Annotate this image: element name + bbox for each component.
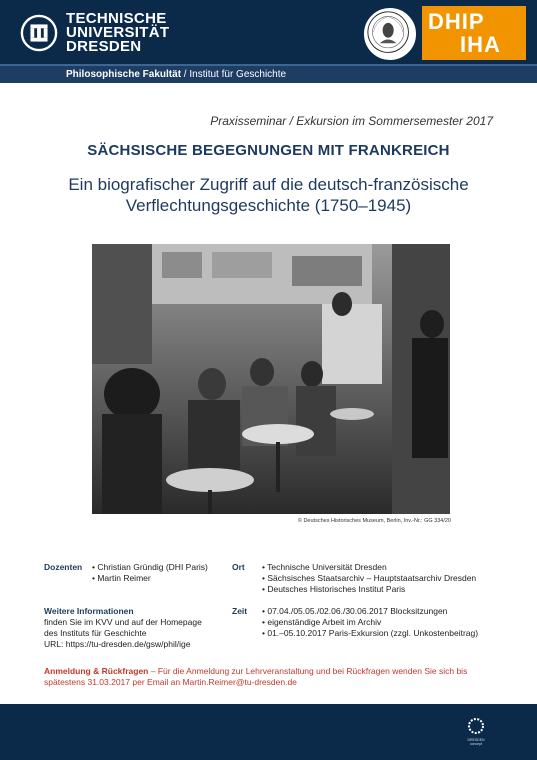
weitere-informationen: [44, 606, 202, 650]
photo-credit: © Deutsches Historisches Museum, Berlin, Inv.-Nr.: GG 334/20: [297, 518, 451, 524]
dhi-paris-logo: [422, 6, 526, 60]
cafe-scene-image: [92, 244, 450, 514]
zeit-label: Zeit: [232, 606, 248, 616]
list-item: • Sächsisches Staatsarchiv – Hauptstaatsarchiv Dresden: [262, 573, 477, 583]
weitere-label: Weitere Informationen: [44, 606, 134, 616]
dhi-logo-line-1: DHIP: [428, 9, 485, 34]
list-item: • eigenständige Arbeit im Archiv: [262, 617, 382, 627]
separator: /: [181, 69, 190, 80]
registration-heading: Anmeldung & Rückfragen: [44, 666, 149, 676]
dozenten-list: [92, 562, 208, 584]
institute-name: Institut für Geschichte: [189, 69, 287, 80]
list-item: • Martin Reimer: [92, 573, 151, 583]
ort-label: Ort: [232, 562, 245, 572]
dhi-logo-line-2: IHA: [460, 32, 501, 57]
faculty-name: Philosophische Fakultät: [66, 69, 182, 80]
registration-text[interactable]: – Für die Anmeldung zur Lehrveranstaltung und bei Rückfragen wenden Sie sich bis spätestens 31.03.2017 per Email an Martin.Reimer@tu-dresden.de: [44, 666, 468, 687]
faculty-bar: [0, 64, 537, 83]
list-item: • 07.04./05.05./02.06./30.06.2017 Blocksitzungen: [262, 606, 448, 616]
registration-notice: [44, 666, 500, 688]
dresden-concept-logo-icon: [466, 716, 486, 736]
weitere-line: des Instituts für Geschichte: [44, 628, 147, 638]
list-item: • Christian Gründig (DHI Paris): [92, 562, 208, 572]
page-subtitle: Ein biografischer Zugriff auf die deutsch-französische Verflechtungsgeschichte (1750–1945): [68, 175, 469, 215]
dozenten-label: Dozenten: [44, 562, 83, 572]
university-name: TECHNISCHE UNIVERSITÄT DRESDEN: [66, 10, 170, 55]
list-item: • Deutsches Historisches Institut Paris: [262, 584, 406, 594]
ort-list: [262, 562, 476, 595]
weitere-line: finden Sie im KVV und auf der Homepage: [44, 617, 202, 627]
seminar-type: Praxisseminar / Exkursion im Sommersemester 2017: [210, 114, 493, 128]
saxon-association-seal-icon: [364, 8, 416, 60]
list-item: • Technische Universität Dresden: [262, 562, 387, 572]
header-bar: [0, 0, 537, 64]
list-item: • 01.–05.10.2017 Paris-Exkursion (zzgl. Unkostenbeitrag): [262, 628, 479, 638]
page-title: SÄCHSISCHE BEGEGNUNGEN MIT FRANKREICH: [87, 142, 450, 159]
footer-bar: [0, 704, 537, 760]
homepage-url[interactable]: URL: https://tu-dresden.de/gsw/phil/ige: [44, 639, 191, 649]
tu-dresden-logo-icon: [20, 14, 58, 52]
historical-photo: [92, 244, 450, 514]
zeit-list: [262, 606, 478, 639]
footer-logo-caption: DRESDEN concept: [467, 738, 485, 746]
